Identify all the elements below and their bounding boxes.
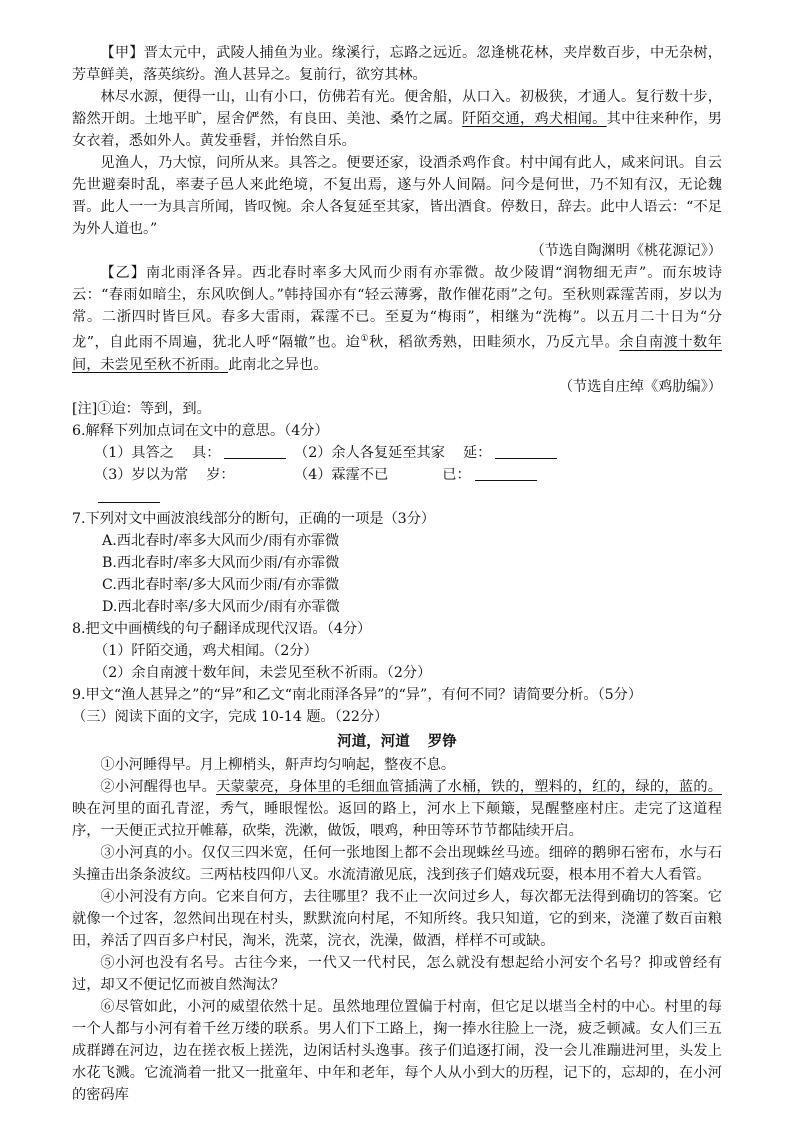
question-9: 9.甲文“渔人甚异之”的“异”和乙文“南北雨泽各异”的“异”，有何不同？请简要分析。（5分）	[72, 686, 643, 703]
text-span: 林尽水源，便得一山，山有小口，仿佛若有光。便舍船，从口入。初极狭，才通人。复行数十步，豁然开朗。土地平旷，屋舍俨然，有良田、美池、桑竹之属。	[72, 89, 722, 127]
essay-para-4: ④小河没有方向。它来自何方，去往哪里？我不止一次问过乡人，每次都无法得到确切的答案。它就像一个过客，忽然间出现在村头，默默流向村尾，不知所终。我只知道，它的到来，浇灌了数百亩粮田，养活了四百多户村民，淘米，洗菜，浣衣，洗澡，做酒，样样不可或缺。	[72, 888, 722, 949]
q7-option-b[interactable]: B.西北春时/率多大风而少雨/有亦霏微	[102, 554, 340, 571]
question-8-stem: 8.把文中画横线的句子翻译成现代汉语。（4分）	[72, 620, 372, 637]
q6-item-word: 已：	[442, 466, 471, 483]
answer-blank[interactable]	[98, 488, 160, 503]
q8-item-1: （1）阡陌交通，鸡犬相闻。（2分）	[94, 642, 318, 659]
essay-title-text: 河道，河道	[337, 732, 410, 750]
passage-a-para-3: 见渔人，乃大惊，问所从来。具答之。便要还家，设酒杀鸡作食。村中闻有此人，咸来问讯。自云先世避秦时乱，率妻子邑人来此绝境，不复出焉，遂与外人间隔。问今是何世，乃不知有汉，无论魏晋。此人一一为具言所闻，皆叹惋。余人各复延至其家，皆出酒食。停数日，辞去。此中人语云：“不足为外人道也。”	[72, 155, 722, 237]
essay-para-1: ①小河睡得早。月上柳梢头，鼾声均匀响起，整夜不息。	[100, 756, 456, 773]
question-6-stem: 6.解释下列加点词在文中的意思。（4分）	[72, 422, 329, 439]
q6-item-word: 延：	[462, 444, 492, 461]
footnote-mark: ①	[360, 334, 370, 344]
q6-item-word: 具：	[192, 444, 221, 461]
passage-a-para-2	[72, 86, 722, 152]
q6-item-text: （1）具答之	[94, 444, 174, 461]
text-span: 映在河里的面孔青涩，秀气，睡眼惺忪。返回的路上，河水上下颠簸，晃醒整座村庄。走完了这道程序，一天便正式拉开帷幕，砍柴，洗漱，做饭，喂鸡，种田等环节节都陆续开启。	[72, 800, 722, 839]
essay-para-3: ③小河真的小。仅仅三四米宽，任何一张地图上都不会出现蛛丝马迹。细碎的鹅卵石密布，水与石头撞击出条条波纹。三两枯枝四仰八叉。水流清澈见底，浅到孩子们嬉戏玩耍，根本用不着大人看管。	[72, 844, 722, 883]
underlined-sentence: 天蒙蒙亮，身体里的毛细血管插满了水桶，铁的，塑料的，红的，绿的，蓝的。	[216, 778, 722, 795]
essay-para-6: ⑥尽管如此，小河的威望依然十足。虽然地理位置偏于村南，但它足以堪当全村的中心。村里的每一个人都与小河有着千丝万缕的联系。男人们下工路上，掬一捧水往脸上一浇，疲乏顿减。女人们三五成群蹲在河边，边在搓衣板上搓洗，边闲话村头逸事。孩子们追逐打闹，没一会儿准蹦进河里，头发上水花飞溅。它流淌着一批又一批童年、中年和老年，每个人从小到大的历程，记下的，忘却的，在小河的密码库	[72, 998, 722, 1103]
q6-item-text: （4）霖霪不已	[294, 466, 389, 483]
text-span: 【乙】南北雨泽各异。西北春时率多大风而少雨有亦霏微。故少陵谓“润物细无声”。而东坡诗云：“春雨如暗尘，东风吹倒人。”韩持国亦有“轻云薄雾，散作催花雨”之句。至秋则霖霪苦雨，岁以为常。二浙四时皆巨风。春多大雷雨，霖霪不已。至夏为“梅雨”，相继为“洗梅”。以五月二十日为“分龙”，自此雨不周遍，犹北人呼“隔辙”也。迨	[72, 265, 722, 351]
q7-option-a[interactable]: A.西北春时/率多大风而少/雨有亦霏微	[102, 532, 340, 549]
question-7-stem: 7.下列对文中画波浪线部分的断句，正确的一项是（3分）	[72, 510, 436, 527]
text-span: ②小河醒得也早。	[100, 778, 217, 795]
text-span: 秋，稻欲秀熟，田畦须水，乃反亢旱。	[369, 334, 620, 351]
source-b: （节选自庄绰《鸡肋编》）	[558, 378, 722, 395]
q6-item	[294, 442, 574, 464]
essay-para-2	[72, 776, 722, 842]
passage-b	[72, 262, 722, 376]
question-6-row-2	[72, 464, 722, 508]
essay-para-5: ⑤小河也没有名号。古往今来，一代又一代村民，怎么就没有想起给小河安个名号？抑或曾经有过，却又不便记忆而被自然淘汰？	[72, 954, 722, 993]
underlined-sentence: 余自南渡十数年间，未尝见至秋不祈雨。	[72, 334, 722, 373]
answer-blank[interactable]	[224, 444, 286, 459]
essay-author: 罗铮	[427, 732, 457, 750]
text-span: 其中往来种作，男女衣着，悉如外人。黄发垂髫，并怡然自乐。	[72, 111, 722, 149]
text-span: 此南北之异也。	[228, 356, 328, 373]
answer-blank[interactable]	[475, 466, 537, 481]
q6-item	[94, 464, 294, 508]
exam-page	[72, 42, 722, 1106]
essay-title	[72, 730, 722, 754]
question-6-row-1	[72, 442, 722, 464]
q6-item-text: （2）余人各复延至其家	[294, 444, 445, 461]
q6-item	[294, 464, 574, 508]
note: [注]①迨：等到，到。	[72, 400, 211, 417]
q6-item-text: （3）岁以为常	[94, 466, 189, 483]
q6-item-word: 岁：	[206, 466, 235, 483]
passage-a-para-1: 【甲】晋太元中，武陵人捕鱼为业。缘溪行，忘路之远近。忽逢桃花林，夹岸数百步，中无杂树，芳草鲜美，落英缤纷。渔人甚异之。复前行，欲穷其林。	[72, 45, 722, 83]
q8-item-2: （2）余自南渡十数年间，未尝见至秋不祈雨。（2分）	[94, 664, 432, 681]
q7-option-d[interactable]: D.西北春时率/多大风而少/雨有亦霏微	[102, 598, 340, 615]
section-3-heading: （三）阅读下面的文字，完成 10-14 题。（22分）	[72, 708, 389, 725]
answer-blank[interactable]	[495, 444, 557, 459]
source-a: （节选自陶渊明《桃花源记》）	[530, 243, 722, 259]
underlined-sentence: 阡陌交通，鸡犬相闻。	[462, 111, 607, 127]
q6-item	[94, 442, 294, 464]
q7-option-c[interactable]: C.西北春时率/多大风而少雨/有亦霏微	[102, 576, 340, 593]
